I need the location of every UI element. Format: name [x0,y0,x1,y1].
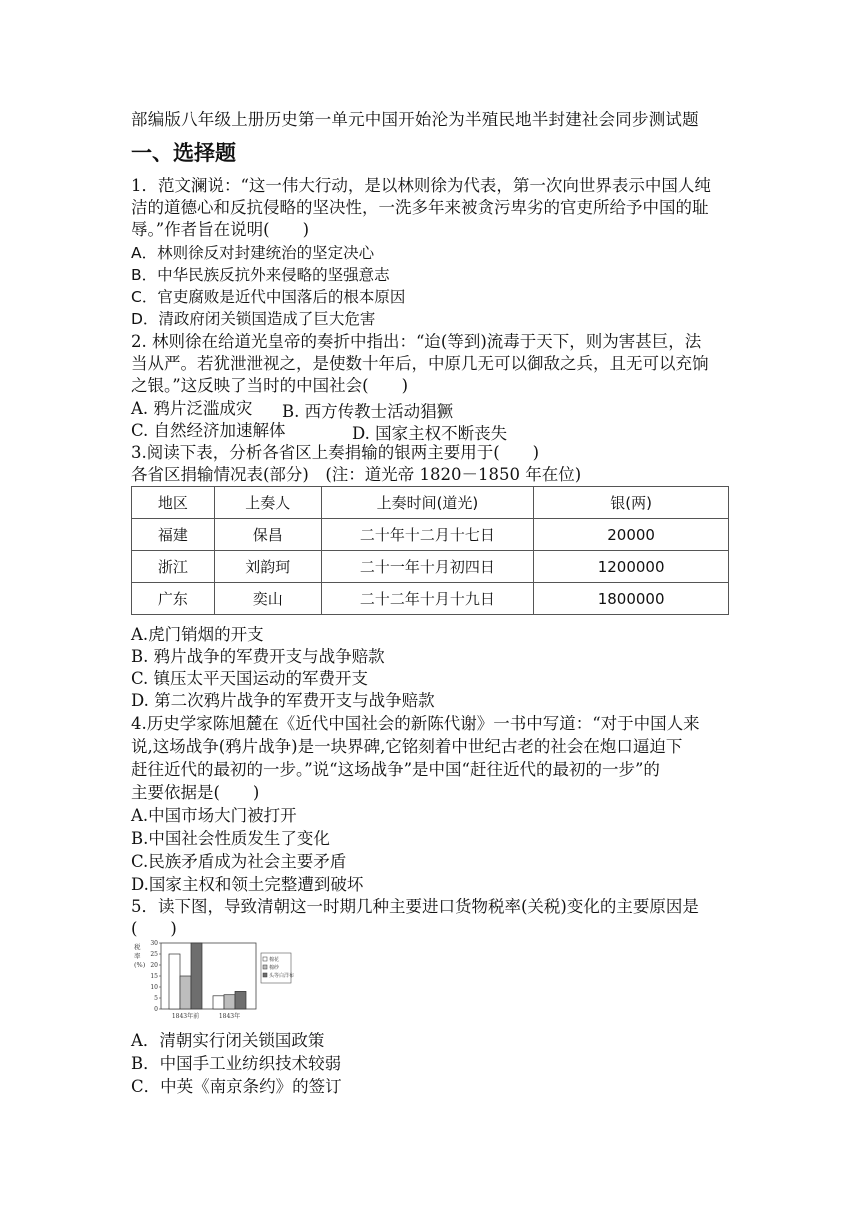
q3-option-a: A.虎门销烟的开支 [131,625,264,644]
q1-stem-line-3: 辱。”作者旨在说明( ) [131,220,310,239]
q4-stem-line-1: 4.历史学家陈旭麓在《近代中国社会的新陈代谢》一书中写道：“对于中国人来 [131,714,700,733]
table-header-cell: 上奏人 [214,487,321,519]
q3-stem: 3.阅读下表，分析各省区上奏捐输的银两主要用于( ) [131,443,540,462]
q2-stem-line-3: 之银。”这反映了当时的中国社会( ) [131,376,409,395]
q1-option-b: B．中华民族反抗外来侵略的坚强意志 [131,266,390,284]
table-row [132,519,729,551]
donation-table [131,486,729,615]
table-cell: 广东 [132,583,215,615]
y-tick-label: 5 [154,995,158,1002]
table-cell: 刘韵珂 [214,551,321,583]
table-header-cell: 银(两) [534,487,729,519]
table-row [132,583,729,615]
table-cell: 二十年十二月十七日 [321,519,534,551]
y-tick-label: 10 [150,984,158,991]
table-cell: 1200000 [534,551,729,583]
x-tick-label: 1843年前 [171,1013,200,1020]
table-header-cell: 地区 [132,487,215,519]
table-cell: 二十一年十月初四日 [321,551,534,583]
table-row [132,551,729,583]
bar-棉纱 [180,976,191,1009]
q3-option-c: C. 镇压太平天国运动的军费开支 [131,669,369,688]
y-axis-label-char: 税 [134,943,141,951]
table-cell: 20000 [534,519,729,551]
y-tick-label: 15 [150,973,158,980]
q2-option-b: B. 西方传教士活动猖獗 [282,402,454,421]
legend-swatch [263,965,267,969]
table-header-row [132,487,729,519]
table-cell: 浙江 [132,551,215,583]
bar-头等白洋布 [191,943,202,1009]
table-header-cell: 上奏时间(道光) [321,487,534,519]
x-tick-label: 1843年 [218,1013,241,1020]
q2-option-d: D. 国家主权不断丧失 [352,424,508,443]
q2-stem-line-1: 2. 林则徐在给道光皇帝的奏折中指出：“迨(等到)流毒于天下，则为害甚巨，法 [131,332,702,351]
y-axis-label-char: (%) [134,961,146,969]
q3-option-b: B. 鸦片战争的军费开支与战争赔款 [131,647,385,666]
bar-棉花 [169,954,180,1009]
q4-option-c: C.民族矛盾成为社会主要矛盾 [131,852,347,871]
q2-option-c: C. 自然经济加速解体 [131,421,286,440]
q1-option-c: C．官吏腐败是近代中国落后的根本原因 [131,288,406,306]
table-cell: 福建 [132,519,215,551]
legend-swatch [263,957,267,961]
legend-entry: 头等白洋布 [269,973,295,979]
document-title: 部编版八年级上册历史第一单元中国开始沦为半殖民地半封建社会同步测试题 [131,110,699,129]
y-tick-label: 30 [150,940,158,947]
q2-option-a: A. 鸦片泛滥成灾 [131,399,253,418]
table-cell: 1800000 [534,583,729,615]
table-cell: 二十二年十月十九日 [321,583,534,615]
bar-棉纱 [224,995,235,1009]
table-cell: 保昌 [214,519,321,551]
q4-option-d: D.国家主权和领土完整遭到破坏 [131,875,364,894]
q5-stem-line-1: 5．读下图，导致清朝这一时期几种主要进口货物税率(关税)变化的主要原因是 [131,897,699,916]
q1-option-d: D．清政府闭关锁国造成了巨大危害 [131,310,376,328]
q5-option-a: A．清朝实行闭关锁国政策 [131,1031,325,1050]
q5-option-c: C．中英《南京条约》的签订 [131,1077,342,1096]
bar-头等白洋布 [235,991,246,1009]
q4-option-b: B.中国社会性质发生了变化 [131,829,330,848]
q3-table-caption: 各省区捐输情况表(部分) (注：道光帝 1820－1850 年在位) [131,465,582,484]
table-cell: 奕山 [214,583,321,615]
q1-option-a: A．林则徐反对封建统治的坚定决心 [131,244,375,262]
legend-entry: 棉纱 [269,965,280,971]
q4-stem-line-3: 赶往近代的最初的一步。”说“这场战争”是中国“赶往近代的最初的一步”的 [131,760,660,779]
y-tick-label: 0 [154,1006,158,1013]
q5-stem-line-2: ( ) [131,919,177,938]
q4-stem-line-2: 说,这场战争(鸦片战争)是一块界碑,它铭刻着中世纪古老的社会在炮口逼迫下 [131,737,683,756]
y-tick-label: 25 [150,951,158,958]
q5-option-b: B．中国手工业纺织技术较弱 [131,1054,342,1073]
q1-stem-line-1: 1．范文澜说：“这一伟大行动，是以林则徐为代表，第一次向世界表示中国人纯 [131,176,711,195]
y-axis-label-char: 率 [134,952,141,960]
section-title: 一、选择题 [131,141,236,165]
tariff-bar-chart [131,939,295,1025]
q1-stem-line-2: 洁的道德心和反抗侵略的坚决性，一洗多年来被贪污卑劣的官吏所给予中国的耻 [131,198,709,217]
y-tick-label: 20 [150,962,158,969]
legend-entry: 棉花 [269,957,280,963]
legend-swatch [263,973,267,977]
q4-stem-line-4: 主要依据是( ) [131,783,260,802]
q4-option-a: A.中国市场大门被打开 [131,806,297,825]
q3-option-d: D. 第二次鸦片战争的军费开支与战争赔款 [131,691,435,710]
q2-stem-line-2: 当从严。若犹泄泄视之，是使数十年后，中原几无可以御敌之兵，且无可以充饷 [131,354,709,373]
bar-棉花 [213,996,224,1009]
